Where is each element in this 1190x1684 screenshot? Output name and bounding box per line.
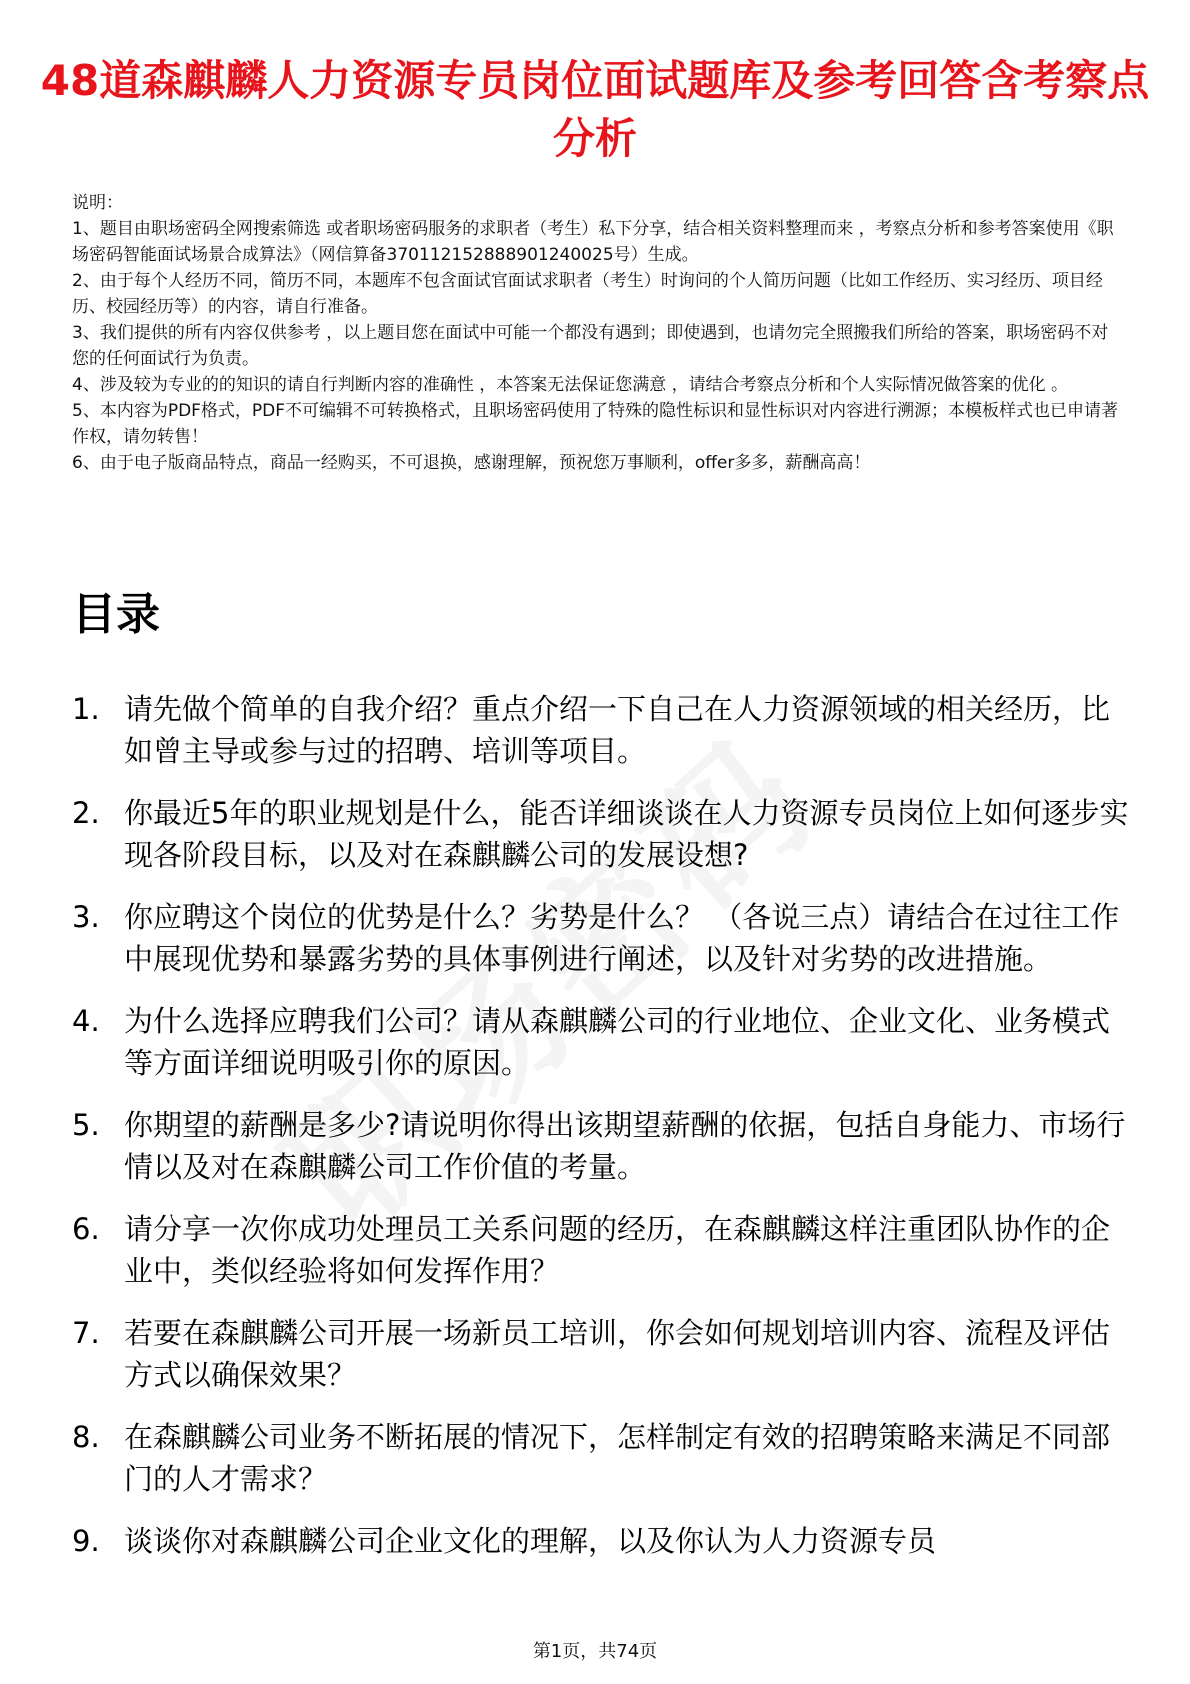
toc-item-3[interactable] [72, 896, 1132, 980]
toc-question: 若要在森麒麟公司开展一场新员工培训，你会如何规划培训内容、流程及评估方式以确保效果？ [124, 1316, 1111, 1392]
toc-item-7[interactable] [72, 1312, 1132, 1396]
note-item-2: 2、由于每个人经历不同，简历不同，本题库不包含面试官面试求职者（考生）时询问的个人简历问题（比如工作经历、实习经历、项目经历、校园经历等）的内容，请自行准备。 [72, 271, 1103, 317]
toc-item-6[interactable] [72, 1208, 1132, 1292]
toc-number: 7. [72, 1316, 100, 1350]
toc-number: 6. [72, 1212, 100, 1246]
toc-list [72, 688, 1132, 1582]
note-item-3: 3、我们提供的所有内容仅供参考 ，以上题目您在面试中可能一个都没有遇到；即使遇到，也请勿完全照搬我们所给的答案，职场密码不对您的任何面试行为负责。 [72, 323, 1109, 369]
note-item-1: 1、题目由职场密码全网搜索筛选 或者职场密码服务的求职者（考生）私下分享，结合相关资料整理而来 ，考察点分析和参考答案使用《职场密码智能面试场景合成算法》（网信算备370112152888901240025号）生成。 [72, 219, 1114, 265]
toc-question: 你最近5年的职业规划是什么，能否详细谈谈在人力资源专员岗位上如何逐步实现各阶段目标，以及对在森麒麟公司的发展设想? [124, 796, 1129, 872]
toc-number: 5. [72, 1108, 100, 1142]
toc-item-2[interactable] [72, 792, 1132, 876]
toc-number: 8. [72, 1420, 100, 1454]
toc-number: 1. [72, 692, 100, 726]
toc-item-8[interactable] [72, 1416, 1132, 1500]
note-item-5: 5、本内容为PDF格式，PDF不可编辑不可转换格式，且职场密码使用了特殊的隐性标识和显性标识对内容进行溯源；本模板样式也已申请著作权，请勿转售！ [72, 401, 1119, 447]
toc-number: 2. [72, 796, 100, 830]
notes-label: 说明： [72, 193, 123, 213]
toc-question: 为什么选择应聘我们公司？请从森麒麟公司的行业地位、企业文化、业务模式等方面详细说明吸引你的原因。 [124, 1004, 1111, 1080]
toc-item-1[interactable] [72, 688, 1132, 772]
note-item-4: 4、涉及较为专业的的知识的请自行判断内容的准确性 ，本答案无法保证您满意 ，请结合考察点分析和个人实际情况做答案的优化 。 [72, 375, 1069, 395]
note-item-6: 6、由于电子版商品特点，商品一经购买，不可退换，感谢理解，预祝您万事顺利，offer多多，薪酬高高！ [72, 453, 871, 473]
toc-item-4[interactable] [72, 1000, 1132, 1084]
toc-question: 你应聘这个岗位的优势是什么？劣势是什么？ （各说三点）请结合在过往工作中展现优势和暴露劣势的具体事例进行阐述，以及针对劣势的改进措施。 [124, 900, 1120, 976]
toc-heading: 目录 [72, 589, 160, 640]
page-footer: 第1页，共74页 [532, 1641, 658, 1662]
toc-item-5[interactable] [72, 1104, 1132, 1188]
toc-number: 3. [72, 900, 100, 934]
toc-question: 在森麒麟公司业务不断拓展的情况下，怎样制定有效的招聘策略来满足不同部门的人才需求？ [124, 1420, 1111, 1496]
toc-question: 请分享一次你成功处理员工关系问题的经历，在森麒麟这样注重团队协作的企业中，类似经验将如何发挥作用？ [124, 1212, 1111, 1288]
toc-question: 你期望的薪酬是多少?请说明你得出该期望薪酬的依据，包括自身能力、市场行情以及对在森麒麟公司工作价值的考量。 [124, 1108, 1126, 1184]
toc-question: 请先做个简单的自我介绍？重点介绍一下自己在人力资源领域的相关经历，比如曾主导或参与过的招聘、培训等项目。 [124, 692, 1111, 768]
toc-number: 9. [72, 1524, 100, 1558]
toc-number: 4. [72, 1004, 100, 1038]
document-title: 48道森麒麟人力资源专员岗位面试题库及参考回答含考察点分析 [40, 56, 1150, 163]
notes-section [72, 190, 1122, 476]
toc-question: 谈谈你对森麒麟公司企业文化的理解，以及你认为人力资源专员 [124, 1524, 937, 1558]
toc-item-9[interactable] [72, 1520, 1132, 1562]
